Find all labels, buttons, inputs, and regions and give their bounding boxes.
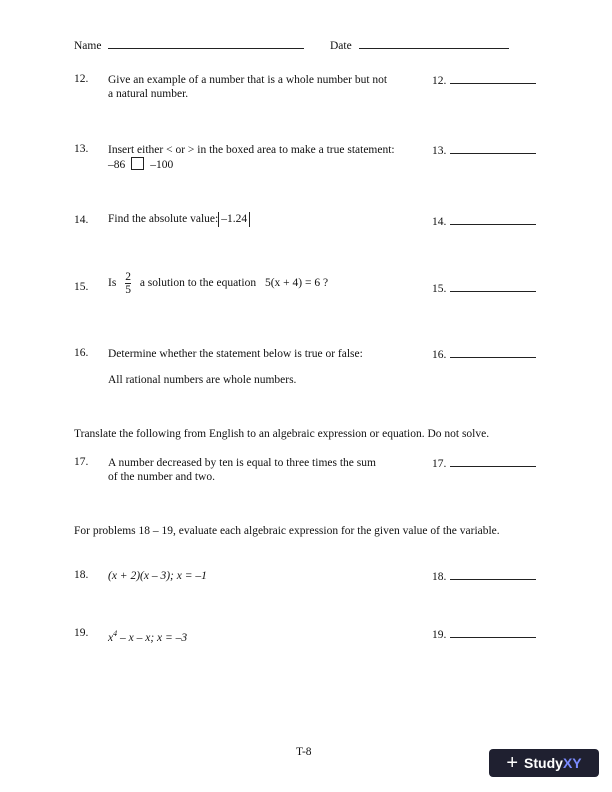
answer-18[interactable]: 18. bbox=[432, 569, 536, 583]
question-19-number: 19. bbox=[74, 627, 89, 639]
answer-19[interactable]: 19. bbox=[432, 627, 536, 641]
plus-icon: + bbox=[506, 752, 519, 774]
answer-17[interactable]: 17. bbox=[432, 456, 536, 470]
date-field[interactable] bbox=[330, 38, 509, 52]
answer-line[interactable] bbox=[450, 143, 536, 154]
question-15-text: Is $\frac{2}{5}$ a solution to the equation 5(x + 4) = 6 ? bbox=[108, 271, 329, 296]
answer-16[interactable]: 16. bbox=[432, 347, 536, 361]
question-18-expression: (x + 2)(x – 3); x = –1 bbox=[108, 570, 207, 582]
question-17-text: A number decreased by ten is equal to three times the sum of the number and two. bbox=[108, 457, 376, 483]
name-line[interactable] bbox=[108, 38, 304, 49]
question-15-number: 15. bbox=[74, 281, 89, 293]
absolute-value-bars: –1.24 bbox=[218, 212, 250, 227]
answer-line[interactable] bbox=[450, 214, 536, 225]
question-13-text: Insert either < or > in the boxed area to make a true statement: –86 –100 bbox=[108, 144, 395, 171]
answer-line[interactable] bbox=[450, 627, 536, 638]
answer-13[interactable]: 13. bbox=[432, 143, 536, 157]
question-16-number: 16. bbox=[74, 347, 89, 359]
left-value: –86 bbox=[108, 159, 126, 171]
instruction-translate: Translate the following from English to an algebraic expression or equation. Do not solve. bbox=[74, 428, 490, 440]
studyxy-logo[interactable]: + Study XY bbox=[489, 749, 599, 777]
right-value: –100 bbox=[150, 159, 174, 171]
answer-line[interactable] bbox=[450, 456, 536, 467]
question-12-number: 12. bbox=[74, 73, 89, 85]
answer-15[interactable]: 15. bbox=[432, 281, 536, 295]
question-16-text: Determine whether the statement below is true or false: bbox=[108, 348, 363, 360]
comparison-box[interactable] bbox=[131, 157, 144, 170]
question-17-number: 17. bbox=[74, 456, 89, 468]
question-18-number: 18. bbox=[74, 569, 89, 581]
answer-line[interactable] bbox=[450, 347, 536, 358]
question-14-number: 14. bbox=[74, 214, 89, 226]
date-line[interactable] bbox=[359, 38, 509, 49]
answer-line[interactable] bbox=[450, 281, 536, 292]
answer-line[interactable] bbox=[450, 569, 536, 580]
question-13-number: 13. bbox=[74, 143, 89, 155]
answer-12[interactable]: 12. bbox=[432, 73, 536, 87]
answer-line[interactable] bbox=[450, 73, 536, 84]
page-number: T-8 bbox=[296, 746, 312, 758]
question-16-statement: All rational numbers are whole numbers. bbox=[108, 374, 297, 386]
question-14-text: Find the absolute value: –1.24 bbox=[108, 212, 250, 227]
name-field[interactable] bbox=[74, 38, 304, 52]
date-label: Date bbox=[330, 40, 352, 52]
fraction: $\frac{2}{5}$ bbox=[125, 271, 131, 296]
instruction-evaluate: For problems 18 – 19, evaluate each algebraic expression for the given value of the variable. bbox=[74, 525, 500, 537]
question-19-expression: $x^4$ – x – x; x = –3 bbox=[108, 629, 188, 644]
question-12-text: Give an example of a number that is a whole number but not a natural number. bbox=[108, 74, 388, 100]
name-label: Name bbox=[74, 40, 102, 52]
equation: 5(x + 4) = 6 ? bbox=[264, 277, 329, 290]
answer-14[interactable]: 14. bbox=[432, 214, 536, 228]
